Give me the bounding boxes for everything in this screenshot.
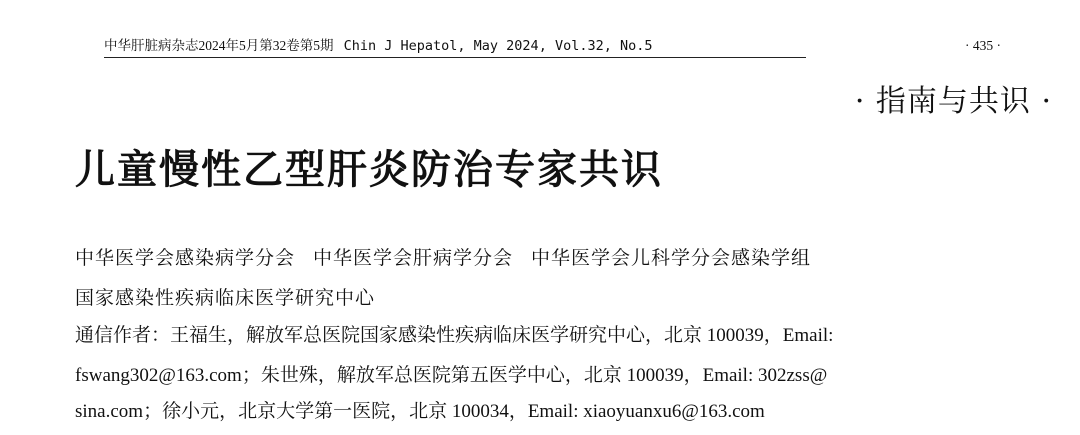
organizations-line-2: 国家感染性疾病临床医学研究中心 [75,287,376,309]
correspondence-line-1: 通信作者：王福生，解放军总医院国家感染性疾病临床医学研究中心，北京 100039，Email: [75,325,834,346]
journal-info-cn: 中华肝脏病杂志2024年5月第32卷第5期 [104,38,334,53]
journal-info-en: Chin J Hepatol, May 2024, Vol.32, No.5 [343,38,653,54]
page-number: · 435 · [965,38,1001,53]
organization: 中华医学会肝病学分会 [313,247,514,269]
correspondence-line-3: sina.com；徐小元，北京大学第一医院，北京 100034，Email: xiaoyuanxu6@163.com [75,401,765,422]
organization: 中华医学会儿科学分会感染学组 [531,247,812,269]
running-head [104,36,806,58]
organizations-line-1 [75,244,811,272]
column-label: · 指南与共识 · [854,84,1052,119]
article-title: 儿童慢性乙型肝炎防治专家共识 [75,147,663,193]
organization: 中华医学会感染病学分会 [75,247,296,269]
correspondence-line-2: fswang302@163.com；朱世殊，解放军总医院第五医学中心，北京 100039，Email: 302zss@ [75,365,828,386]
